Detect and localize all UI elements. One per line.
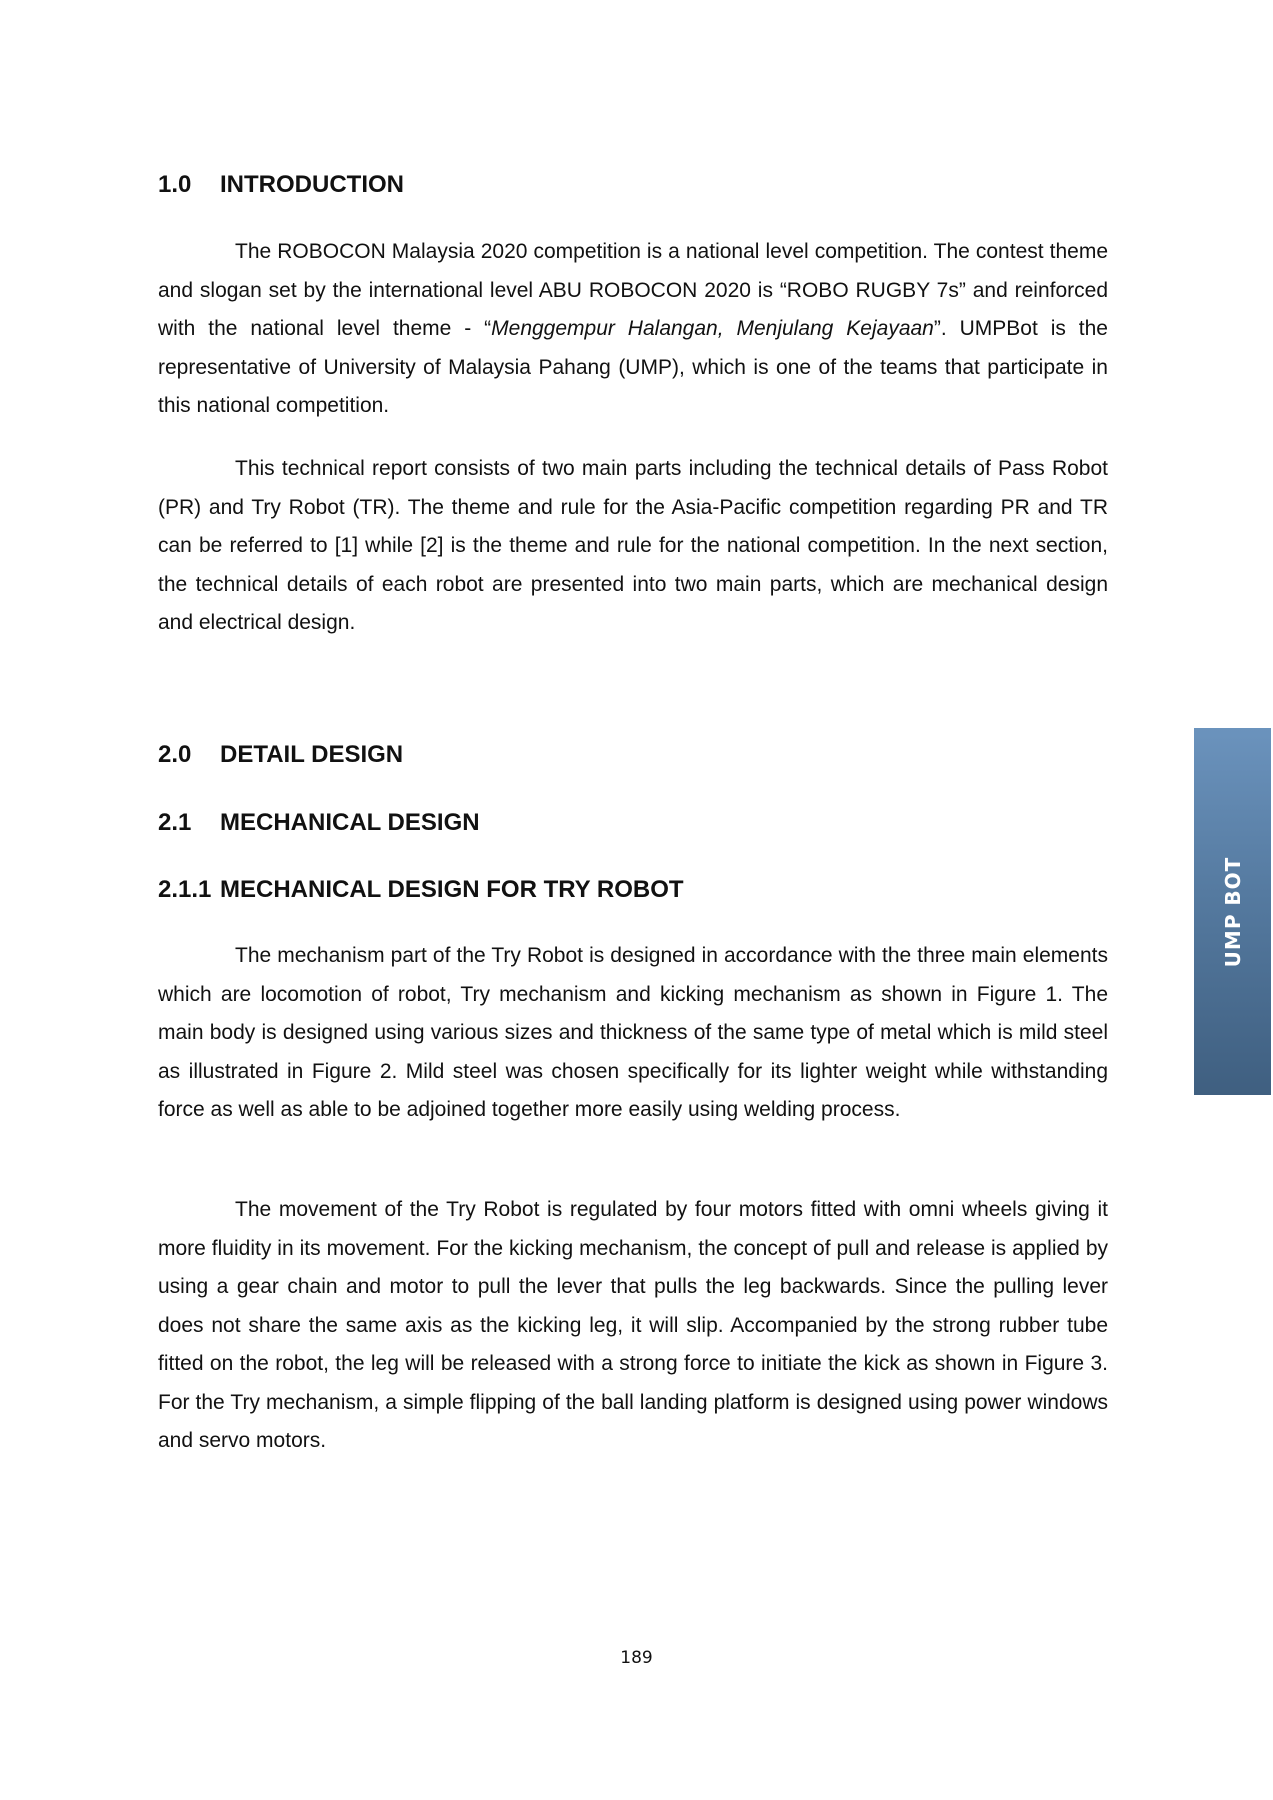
section-heading-detail-design [158, 740, 403, 770]
section-number: 2.0 [158, 741, 192, 768]
intro-paragraph-2: This technical report consists of two main parts including the technical details of Pass Robot (PR) and Try Robot (TR). The theme and rule for the Asia-Pacific competition regarding PR and TR can be referred to [1] while [2] is the theme and rule for the national competition. In the next section, the technical details of each robot are presented into two main parts, which are mechanical design and electrical design. [158, 457, 1108, 634]
section-number: 1.0 [158, 171, 192, 198]
section-number: 2.1 [158, 809, 192, 836]
side-tab-ump-bot [1194, 728, 1271, 1095]
section-heading-mechanical-design [158, 808, 480, 838]
intro-paragraph-1-text-a: The ROBOCON Malaysia 2020 competition is a national level competition. The contest theme and slogan set by the international level ABU ROBOCON 2020 is “ROBO RUGBY 7s” and reinforced with the national level theme - “ [158, 240, 1108, 340]
section-number: 2.1.1 [158, 876, 212, 903]
section-heading-introduction [158, 170, 404, 200]
national-theme-italic: Menggempur Halangan, Menjulang Kejayaan [491, 317, 934, 340]
section-heading-try-robot [158, 875, 684, 905]
side-tab-label: UMP BOT [1220, 856, 1245, 967]
intro-paragraph-1-text-b: ”. UMPBot is the representative of University of Malaysia Pahang (UMP), which is one of the teams that participate in this national competition. [158, 317, 1108, 417]
section-title: INTRODUCTION [220, 171, 404, 198]
intro-paragraph-1 [158, 233, 1108, 426]
try-robot-paragraph-1: The mechanism part of the Try Robot is designed in accordance with the three main elements which are locomotion of robot, Try mechanism and kicking mechanism as shown in Figure 1. The main body is designed using various sizes and thickness of the same type of metal which is mild steel as illustrated in Figure 2. Mild steel was chosen specifically for its lighter weight while withstanding force as well as able to be adjoined together more easily using welding process. [158, 944, 1108, 1121]
section-title: MECHANICAL DESIGN [220, 809, 480, 836]
section-title: MECHANICAL DESIGN FOR TRY ROBOT [220, 876, 684, 903]
section-title: DETAIL DESIGN [220, 741, 404, 768]
try-robot-paragraph-2: The movement of the Try Robot is regulated by four motors fitted with omni wheels giving it more fluidity in its movement. For the kicking mechanism, the concept of pull and release is applied by using a gear chain and motor to pull the lever that pulls the leg backwards. Since the pulling lever does not share the same axis as the kicking leg, it will slip. Accompanied by the strong rubber tube fitted on the robot, the leg will be released with a strong force to initiate the kick as shown in Figure 3. For the Try mechanism, a simple flipping of the ball landing platform is designed using power windows and servo motors. [158, 1198, 1108, 1452]
page-number: 189 [620, 1648, 653, 1668]
